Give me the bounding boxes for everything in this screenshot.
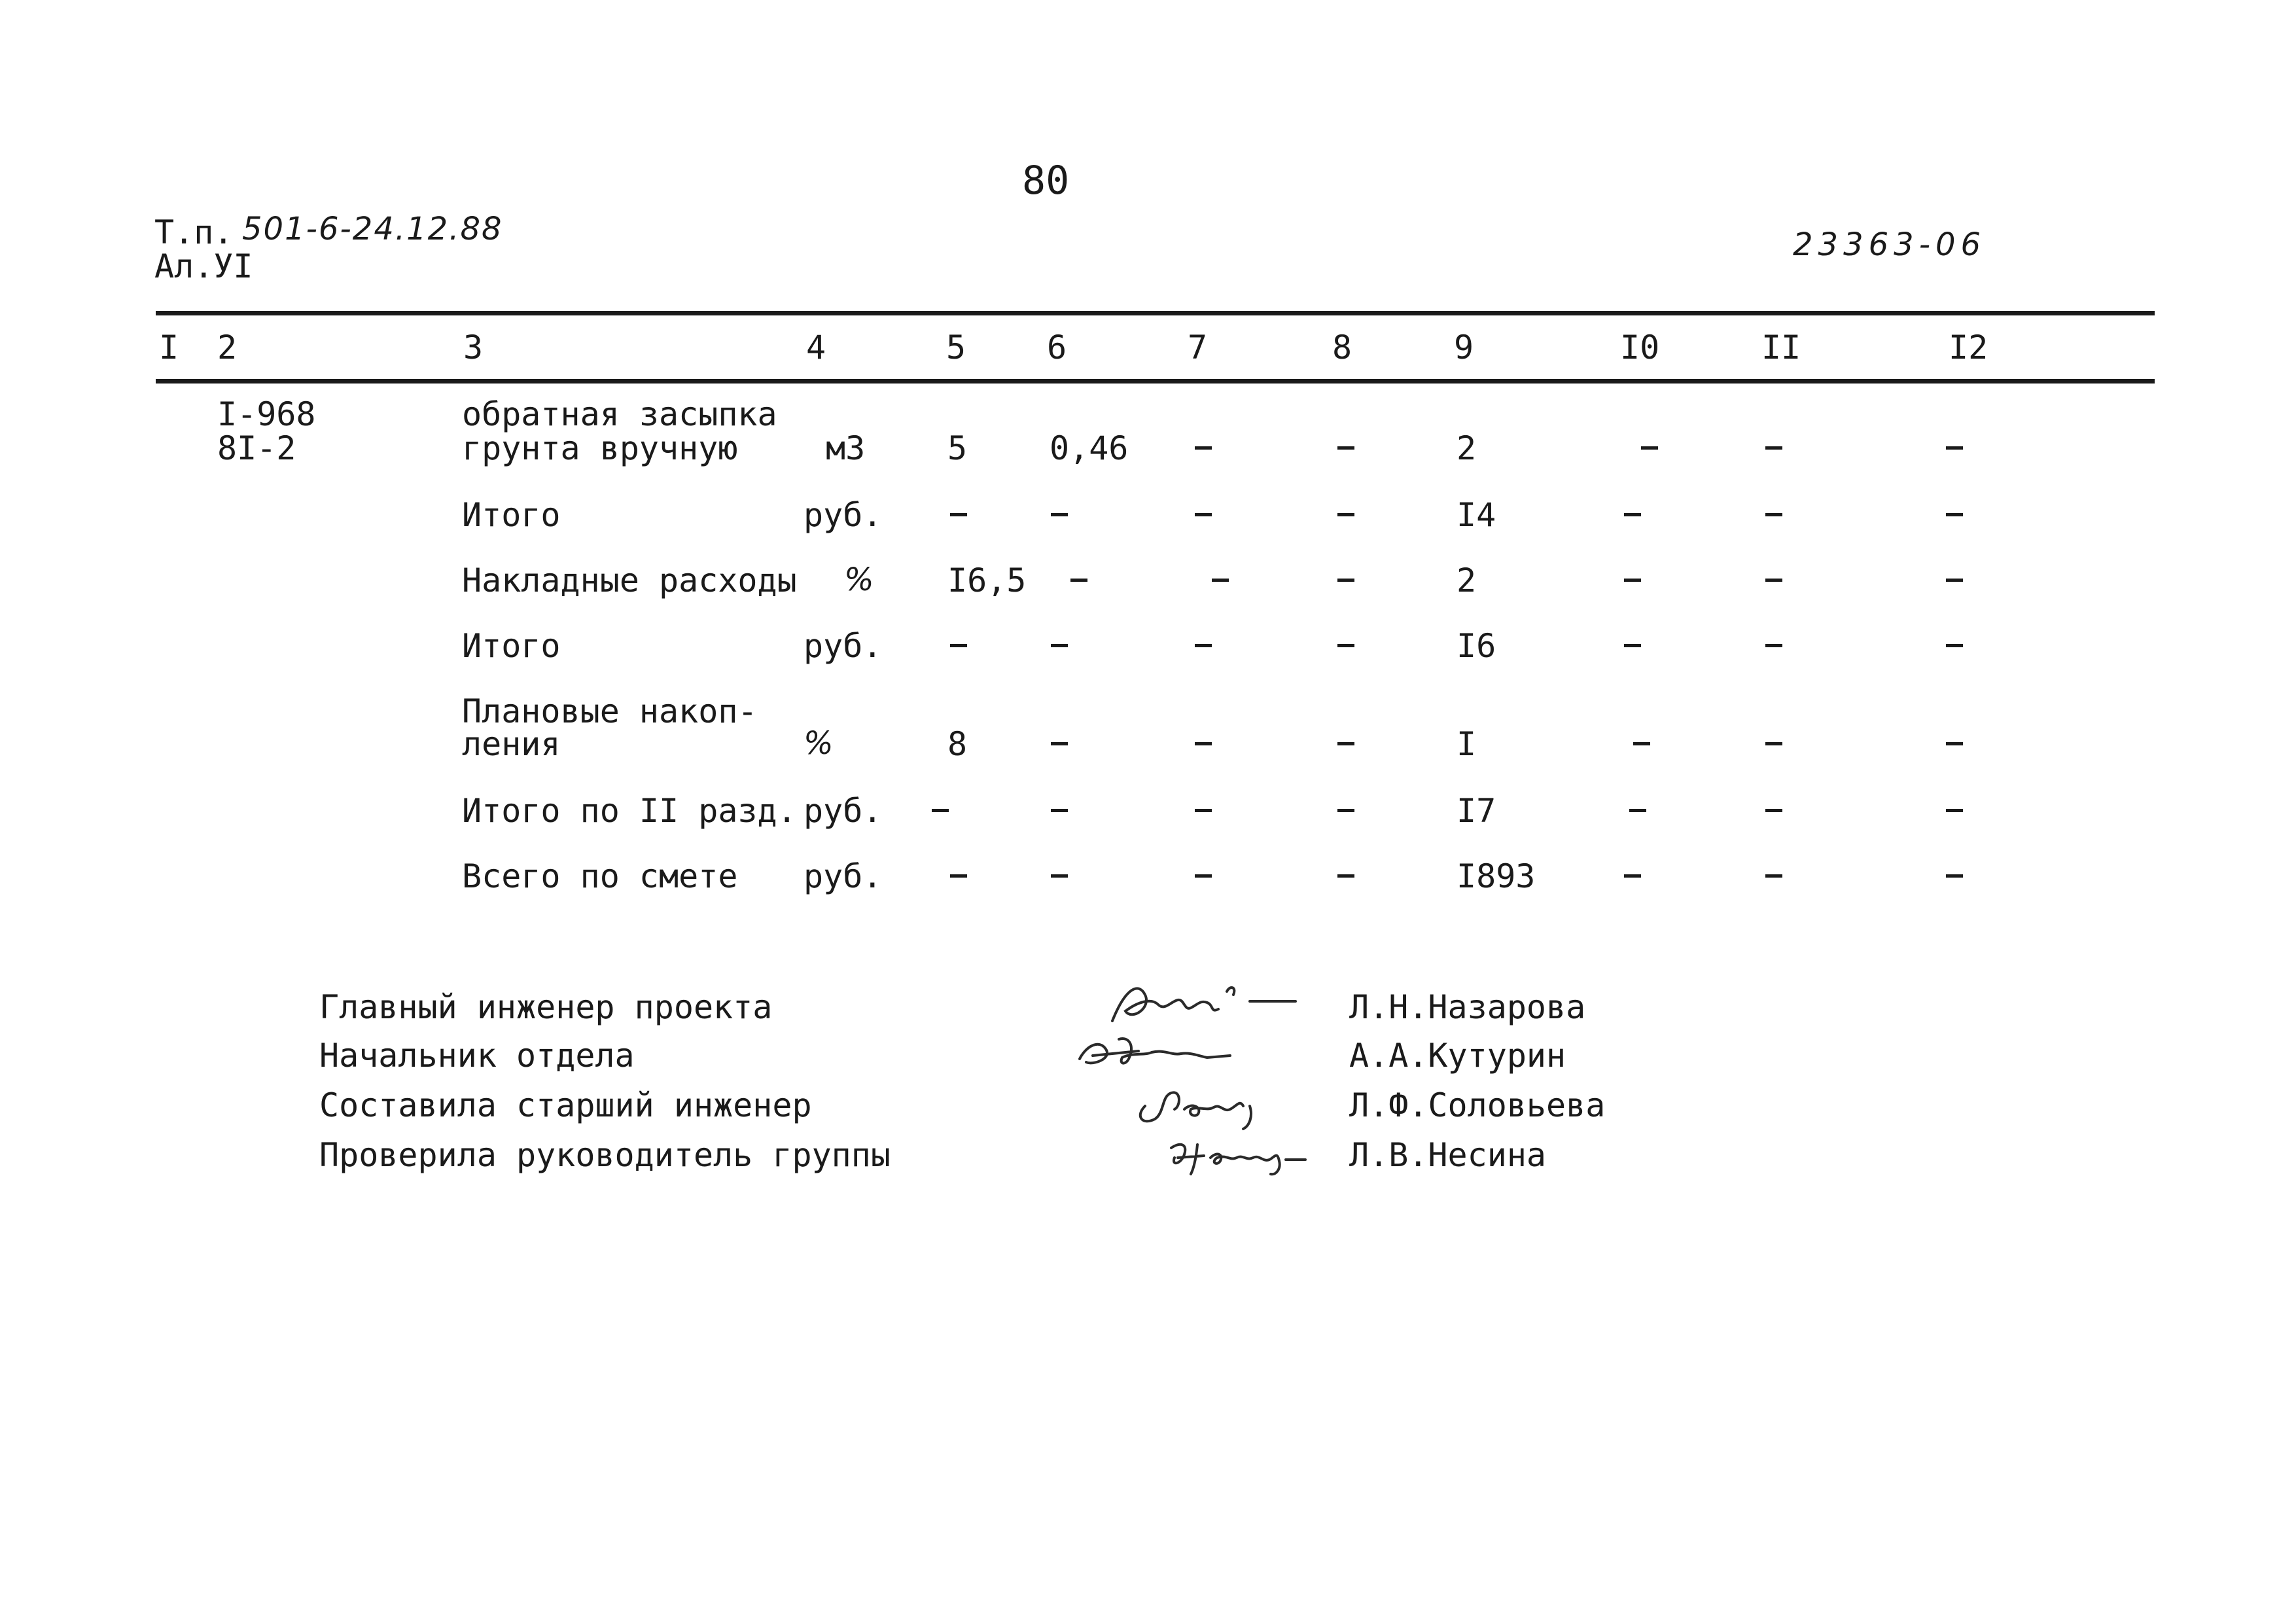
row-name: Всего по смете <box>462 857 738 895</box>
cell-col8-dash <box>1337 644 1354 647</box>
cell-col9: I6 <box>1457 627 1496 665</box>
cell-col5: 5 <box>947 429 968 467</box>
cell-col12-dash <box>1946 742 1963 745</box>
column-header: 2 <box>217 329 238 366</box>
cell-col10-dash <box>1629 809 1646 812</box>
signatory-role: Составила старший инженер <box>319 1086 812 1124</box>
cell-col9: 2 <box>1457 562 1477 599</box>
row-unit: руб. <box>804 496 883 534</box>
page-number: 80 <box>1022 158 1070 204</box>
cell-col7-dash <box>1212 579 1229 582</box>
signatory-name: А.А.Кутурин <box>1349 1037 1566 1075</box>
cell-col9: I4 <box>1457 496 1496 534</box>
column-header: I0 <box>1620 329 1660 366</box>
cell-col11-dash <box>1765 513 1782 516</box>
row-name: Плановые накоп- <box>462 692 758 730</box>
cell-col6: 0,46 <box>1050 429 1129 467</box>
cell-col9: 2 <box>1457 429 1477 467</box>
column-header: I2 <box>1949 329 1988 366</box>
row-name: грунта вручную <box>462 429 738 467</box>
signatory-role: Проверила руководитель группы <box>319 1136 891 1174</box>
cell-col7-dash <box>1195 446 1212 450</box>
cell-col7-dash <box>1195 809 1212 812</box>
handwritten-signature <box>1158 1128 1341 1181</box>
signatory-name: Л.Ф.Соловьева <box>1349 1086 1606 1124</box>
cell-col12-dash <box>1946 579 1963 582</box>
handwritten-signature <box>1099 975 1309 1034</box>
cell-col7-dash <box>1195 513 1212 516</box>
cell-col5-dash <box>950 644 967 647</box>
cell-col6-dash <box>1051 742 1068 745</box>
cell-col6-dash <box>1070 579 1087 582</box>
row-name: Итого по II разд. <box>462 792 797 830</box>
cell-col8-dash <box>1337 742 1354 745</box>
row-unit: м3 <box>826 429 866 467</box>
cell-col5-dash <box>950 874 967 878</box>
cell-col11-dash <box>1765 809 1782 812</box>
cell-col9: I893 <box>1457 857 1536 895</box>
column-header: 4 <box>806 329 826 366</box>
cell-col8-dash <box>1337 446 1354 450</box>
cell-col8-dash <box>1337 579 1354 582</box>
column-header: 6 <box>1047 329 1067 366</box>
row-name: ления <box>462 725 561 763</box>
cell-col7-dash <box>1195 874 1212 878</box>
cell-col11-dash <box>1765 446 1782 450</box>
cell-col12-dash <box>1946 809 1963 812</box>
cell-col12-dash <box>1946 513 1963 516</box>
cell-col9: I7 <box>1457 792 1496 830</box>
cell-col6-dash <box>1051 809 1068 812</box>
cell-col10-dash <box>1624 513 1641 516</box>
cell-col11-dash <box>1765 874 1782 878</box>
row-name: Итого <box>462 496 561 534</box>
signatory-name: Л.Н.Назарова <box>1349 988 1586 1026</box>
column-header: 3 <box>463 329 484 366</box>
row-unit: руб. <box>804 627 883 665</box>
signatory-role: Начальник отдела <box>319 1037 635 1075</box>
project-code: 501-6-24.12.88 <box>242 211 503 247</box>
document-number: 23363-06 <box>1793 226 1987 263</box>
column-header: 5 <box>946 329 966 366</box>
row-code: 8I-2 <box>217 429 296 467</box>
row-name: Накладные расходы <box>462 562 797 599</box>
cell-col10-dash <box>1641 446 1658 450</box>
table-top-rule <box>156 311 2155 315</box>
handwritten-signature <box>1067 1026 1276 1079</box>
cell-col10-dash <box>1624 874 1641 878</box>
column-header: 8 <box>1332 329 1352 366</box>
handwritten-signature <box>1125 1080 1309 1132</box>
column-header: II <box>1761 329 1801 366</box>
column-header: 7 <box>1188 329 1208 366</box>
row-unit: % <box>844 562 875 598</box>
cell-col12-dash <box>1946 874 1963 878</box>
row-unit: руб. <box>804 792 883 830</box>
row-code: I-968 <box>217 395 316 433</box>
signatory-name: Л.В.Несина <box>1349 1136 1547 1174</box>
cell-col10-dash <box>1624 644 1641 647</box>
cell-col9: I <box>1457 725 1477 763</box>
cell-col7-dash <box>1195 742 1212 745</box>
cell-col5-dash <box>950 513 967 516</box>
cell-col8-dash <box>1337 513 1354 516</box>
header-prefix: Т.п. <box>154 213 234 251</box>
cell-col10-dash <box>1624 579 1641 582</box>
row-unit: руб. <box>804 857 883 895</box>
cell-col5: I6,5 <box>947 562 1027 599</box>
cell-col5-dash <box>932 809 949 812</box>
cell-col11-dash <box>1765 579 1782 582</box>
column-header: 9 <box>1454 329 1474 366</box>
cell-col6-dash <box>1051 644 1068 647</box>
cell-col5: 8 <box>947 725 968 763</box>
cell-col11-dash <box>1765 644 1782 647</box>
album-label: Ал.УI <box>154 247 253 285</box>
cell-col8-dash <box>1337 874 1354 878</box>
cell-col12-dash <box>1946 644 1963 647</box>
cell-col7-dash <box>1195 644 1212 647</box>
row-name: Итого <box>462 627 561 665</box>
cell-col11-dash <box>1765 742 1782 745</box>
row-unit: % <box>804 725 835 762</box>
cell-col6-dash <box>1051 513 1068 516</box>
cell-col6-dash <box>1051 874 1068 878</box>
signatory-role: Главный инженер проекта <box>319 988 773 1026</box>
cell-col12-dash <box>1946 446 1963 450</box>
cell-col10-dash <box>1633 742 1650 745</box>
column-header: I <box>159 329 179 366</box>
table-header-rule <box>156 379 2155 383</box>
cell-col8-dash <box>1337 809 1354 812</box>
row-name: обратная засыпка <box>462 395 777 433</box>
